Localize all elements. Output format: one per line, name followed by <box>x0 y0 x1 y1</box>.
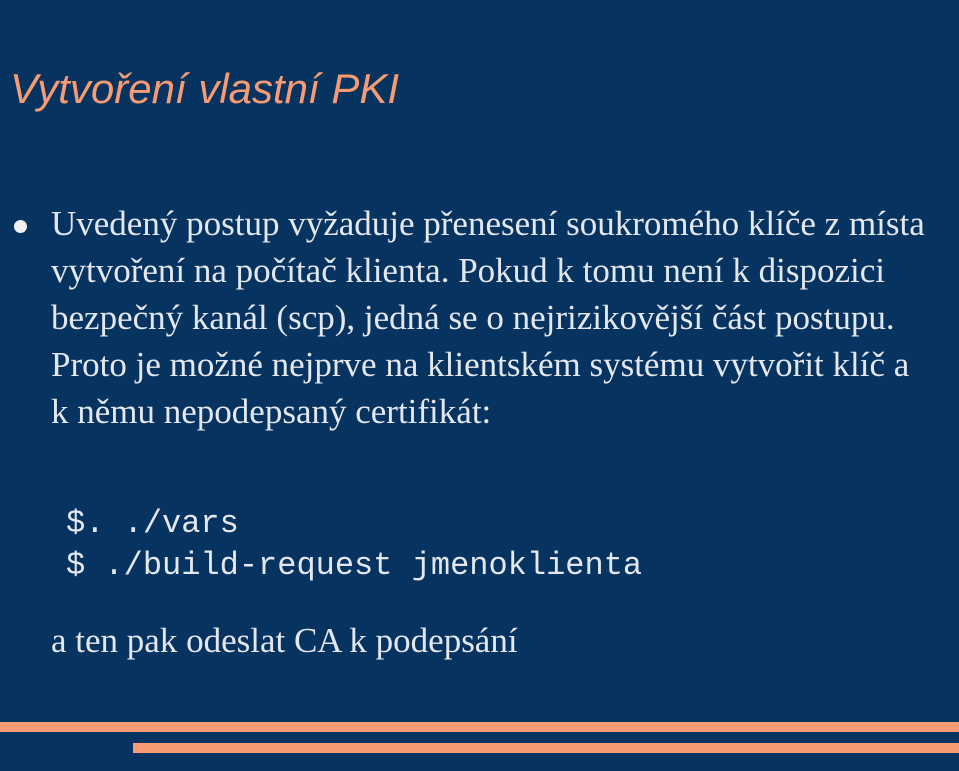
bullet-list <box>0 200 959 435</box>
code-block <box>66 503 642 587</box>
slide-title: Vytvoření vlastní PKI <box>10 65 400 112</box>
bullet-dot-icon <box>14 220 27 233</box>
bullet-text: Uvedený postup vyžaduje přenesení soukromého klíče z místa vytvoření na počítač klienta. Pokud k tomu není k dispozici bezpečný kanál (scp), jedná se o nejrizikovější část postupu. Proto je možné nejprve na klientském systému vytvořit klíč a k němu nepodepsaný certifikát: <box>51 204 925 431</box>
trailing-text: a ten pak odeslat CA k podepsání <box>51 621 518 660</box>
footer-rule-bottom <box>133 743 959 753</box>
code-line-build-request: $ ./build-request jmenoklienta <box>66 547 643 584</box>
code-line-vars: $. ./vars <box>66 505 239 542</box>
footer-rule-top <box>0 722 959 732</box>
bullet-item <box>0 200 959 435</box>
